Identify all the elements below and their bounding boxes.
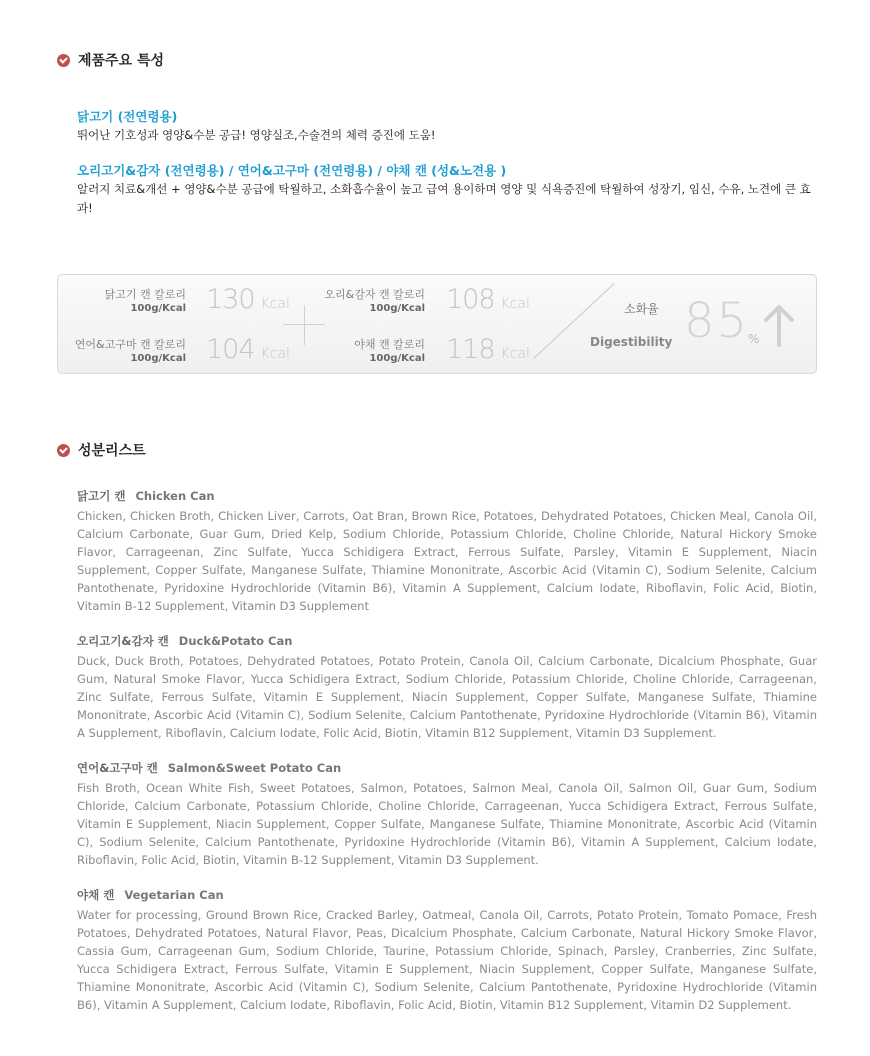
ingredient-block xyxy=(77,632,817,742)
calorie-label: 야채 캔 칼로리 xyxy=(354,338,425,351)
digest-label: 소화율 xyxy=(624,302,659,316)
calorie-value: 108 Kcal xyxy=(446,284,530,315)
calorie-value: 118 Kcal xyxy=(446,334,530,365)
kcal-unit: Kcal xyxy=(260,346,290,362)
calorie-item xyxy=(58,338,425,368)
ingredient-list: Duck, Duck Broth, Potatoes, Dehydrated Potatoes, Potato Protein, Canola Oil, Calcium Carbonate, Dicalcium Phosphate, Guar Gum, Natural Smoke Flavor, Yucca Schidigera Extract, Sodium Chloride, Potassium Chloride, Choline Chloride, Carrageenan, Zinc Sulfate, Ferrous Sulfate, Vitamin E Supplement, Niacin Supplement, Copper Sulfate, Manganese Sulfate, Thiamine Mononitrate, Ascorbic Acid (Vitamin C), Sodium Selenite, Calcium Pantothenate, Pyridoxine Hydrochloride (Vitamin B6), Vitamin A Supplement, Riboflavin, Calcium Iodate, Folic Acid, Biotin, Vitamin B12 Supplement, Vitamin D3 Supplement. xyxy=(77,654,817,740)
ingredient-name-en: Duck&Potato Can xyxy=(178,634,293,648)
calorie-label: 오리&감자 캔 칼로리 xyxy=(324,288,425,301)
features-section-title xyxy=(57,50,164,70)
digest-en-label: Digestibility xyxy=(590,335,673,349)
ingredient-list: Chicken, Chicken Broth, Chicken Liver, Carrots, Oat Bran, Brown Rice, Potatoes, Dehydrated Potatoes, Chicken Meal, Canola Oil, Calcium Carbonate, Guar Gum, Dried Kelp, Sodium Chloride, Potassium Chloride, Choline Chloride, Natural Hickory Smoke Flavor, Carrageenan, Zinc Sulfate, Yucca Schidigera Extract, Ferrous Sulfate, Parsley, Vitamin E Supplement, Niacin Supplement, Copper Sulfate, Manganese Sulfate, Thiamine Mononitrate, Ascorbic Acid (Vitamin C), Sodium Selenite, Calcium Pantothenate, Pyridoxine Hydrochloride (Vitamin B6), Vitamin A Supplement, Calcium Iodate, Riboflavin, Folic Acid, Biotin, Vitamin B-12 Supplement, Vitamin D3 Supplement xyxy=(77,509,817,613)
kcal-unit: Kcal xyxy=(500,346,530,362)
ingredients-section-title xyxy=(57,440,146,460)
percent-unit: % xyxy=(748,332,760,346)
ingredient-block xyxy=(77,487,817,615)
calorie-unit-label: 100g/Kcal xyxy=(369,303,425,314)
arrow-up-icon xyxy=(762,305,796,347)
calorie-unit-label: 100g/Kcal xyxy=(130,353,186,364)
ingredient-name-en: Vegetarian Can xyxy=(124,888,224,902)
ingredient-name-ko: 오리고기&감자 캔 xyxy=(77,634,169,648)
feature-body: 알러지 치료&개선 + 영양&수분 공급에 탁월하고, 소화흡수율이 높고 급여 용이하며 영양 및 식욕증진에 탁월하여 성장기, 임신, 수유, 노견에 큰 효과! xyxy=(77,182,811,215)
calorie-label: 연어&고구마 캔 칼로리 xyxy=(74,338,186,351)
check-circle-icon xyxy=(57,444,70,457)
ingredient-name-ko: 닭고기 캔 xyxy=(77,489,126,503)
kcal-unit: Kcal xyxy=(260,296,290,312)
ingredient-list: Fish Broth, Ocean White Fish, Sweet Potatoes, Salmon, Potatoes, Salmon Meal, Canola Oil, Salmon Oil, Guar Gum, Sodium Chloride, Calcium Carbonate, Potassium Chloride, Choline Chloride, Carrageenan, Yucca Schidigera Extract, Ferrous Sulfate, Vitamin E Supplement, Niacin Supplement, Copper Sulfate, Manganese Sulfate, Thiamine Mononitrate, Ascorbic Acid (Vitamin C), Sodium Selenite, Calcium Pantothenate, Pyridoxine Hydrochloride (Vitamin B6), Vitamin A Supplement, Calcium Iodate, Riboflavin, Folic Acid, Biotin, Vitamin B-12 Supplement, Vitamin D3 Supplement. xyxy=(77,781,817,867)
ingredient-name-en: Salmon&Sweet Potato Can xyxy=(167,761,342,775)
ingredient-name-en: Chicken Can xyxy=(135,489,215,503)
calorie-item xyxy=(58,288,425,318)
ingredient-name-ko: 연어&고구마 캔 xyxy=(77,761,158,775)
check-circle-icon xyxy=(57,54,70,67)
calorie-unit-label: 100g/Kcal xyxy=(130,303,186,314)
feature-head: 닭고기 (전연령용) xyxy=(77,109,178,124)
calorie-value: 130 Kcal xyxy=(206,284,290,315)
ingredient-name-ko: 야채 캔 xyxy=(77,888,115,902)
calorie-panel xyxy=(57,274,817,374)
kcal-unit: Kcal xyxy=(500,296,530,312)
calorie-value: 104 Kcal xyxy=(206,334,290,365)
calorie-unit-label: 100g/Kcal xyxy=(369,353,425,364)
ingredient-list: Water for processing, Ground Brown Rice, Cracked Barley, Oatmeal, Canola Oil, Carrots, Potato Protein, Tomato Pomace, Fresh Potatoes, Dehydrated Potatoes, Natural Flavor, Peas, Dicalcium Phosphate, Calcium Carbonate, Natural Hickory Smoke Flavor, Cassia Gum, Carrageenan Gum, Sodium Chloride, Taurine, Potassium Chloride, Spinach, Parsley, Cranberries, Zinc Sulfate, Yucca Schidigera Extract, Ferrous Sulfate, Vitamin E Supplement, Niacin Supplement, Copper Sulfate, Manganese Sulfate, Thiamine Mononitrate, Ascorbic Acid (Vitamin C), Sodium Selenite, Calcium Pantothenate, Pyridoxine Hydrochloride (Vitamin B6), Vitamin A Supplement, Calcium Iodate, Riboflavin, Folic Acid, Biotin, Vitamin B12 Supplement, Vitamin D2 Supplement. xyxy=(77,908,817,1012)
ingredient-block xyxy=(77,886,817,1014)
calorie-label: 닭고기 캔 칼로리 xyxy=(104,288,186,301)
feature-item xyxy=(77,162,812,218)
ingredient-block xyxy=(77,759,817,869)
features-title-text: 제품주요 특성 xyxy=(78,53,165,69)
digest-value: 85 xyxy=(684,293,750,349)
feature-head: 오리고기&감자 (전연령용) / 연어&고구마 (전연령용) / 야채 캔 (성&노견용 ) xyxy=(77,163,507,178)
divider xyxy=(304,305,305,345)
ingredients-title-text: 성분리스트 xyxy=(78,443,146,459)
feature-item xyxy=(77,108,812,145)
feature-body: 뛰어난 기호성과 영양&수분 공급! 영양실조,수술견의 체력 증진에 도움! xyxy=(77,128,436,142)
